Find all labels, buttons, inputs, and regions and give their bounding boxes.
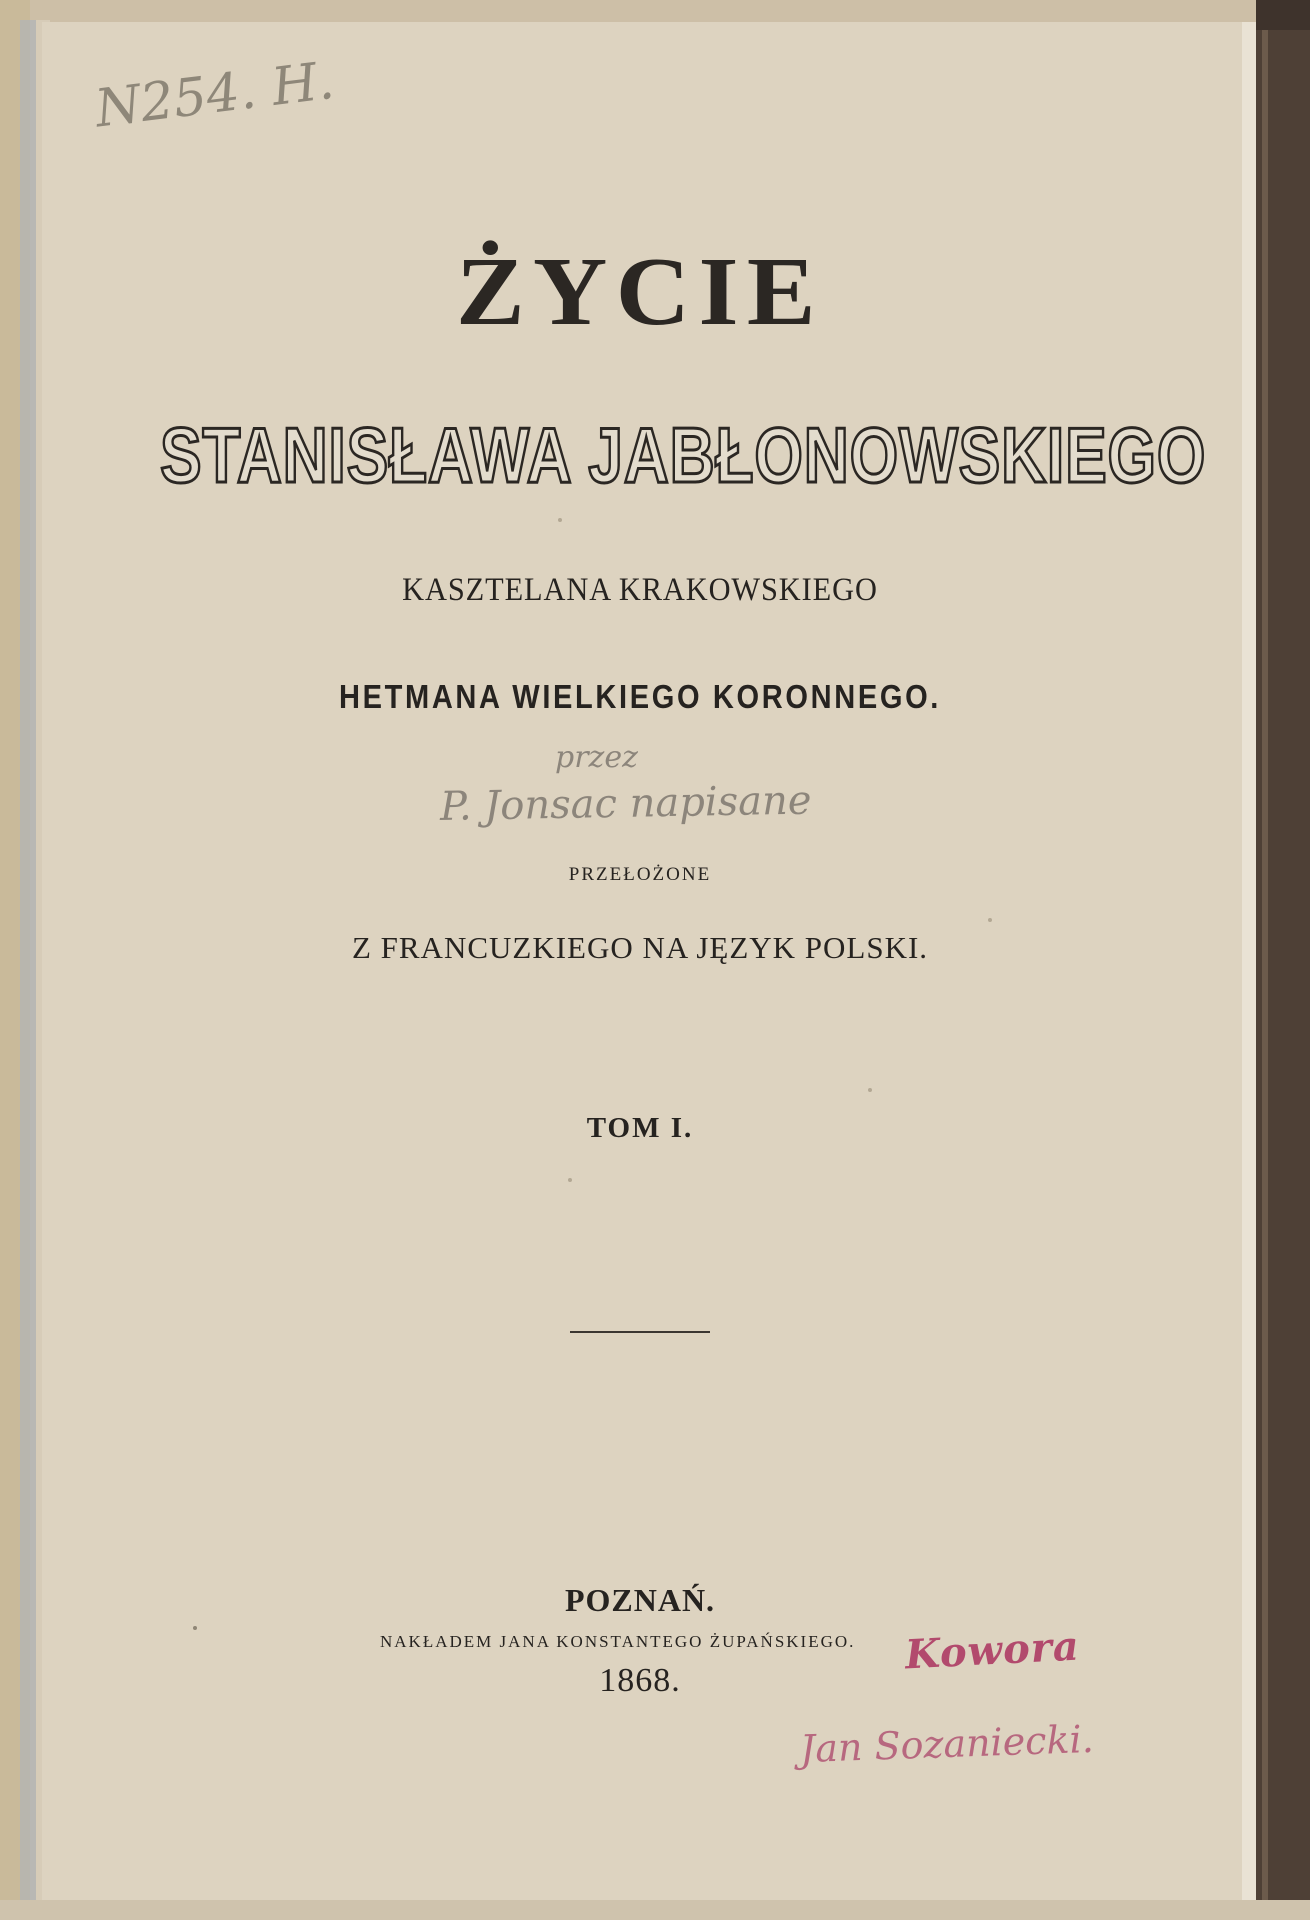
owner-signature: Jan Sozaniecki. [799, 1716, 1095, 1772]
volume-label: TOM I. [586, 1112, 694, 1144]
translation-languages: Z FRANCUZKIEGO NA JĘZYK POLSKI. [351, 930, 929, 965]
title-main: ŻYCIE [456, 238, 824, 346]
imprint-publisher: NAKŁADEM JANA KONSTANTEGO ŻUPAŃSKIEGO. [380, 1632, 856, 1651]
imprint-city: POZNAŃ. [564, 1582, 716, 1618]
imprint-year: 1868. [599, 1662, 681, 1699]
shelfmark-handwritten: N254. H. [92, 50, 338, 140]
title-name: STANISŁAWA JABŁONOWSKIEGO [160, 411, 1207, 499]
translation-note: PRZEŁOŻONE [568, 864, 712, 885]
handwritten-przez: przez [555, 740, 638, 775]
handwritten-author-note: P. Jonsac napisane [439, 777, 812, 831]
subtitle-rank: HETMANA WIELKIEGO KORONNEGO. [338, 678, 942, 715]
library-stamp: Kowora [903, 1622, 1081, 1679]
divider-rule [570, 1331, 710, 1333]
subtitle-office: KASZTELANA KRAKOWSKIEGO [402, 572, 878, 608]
